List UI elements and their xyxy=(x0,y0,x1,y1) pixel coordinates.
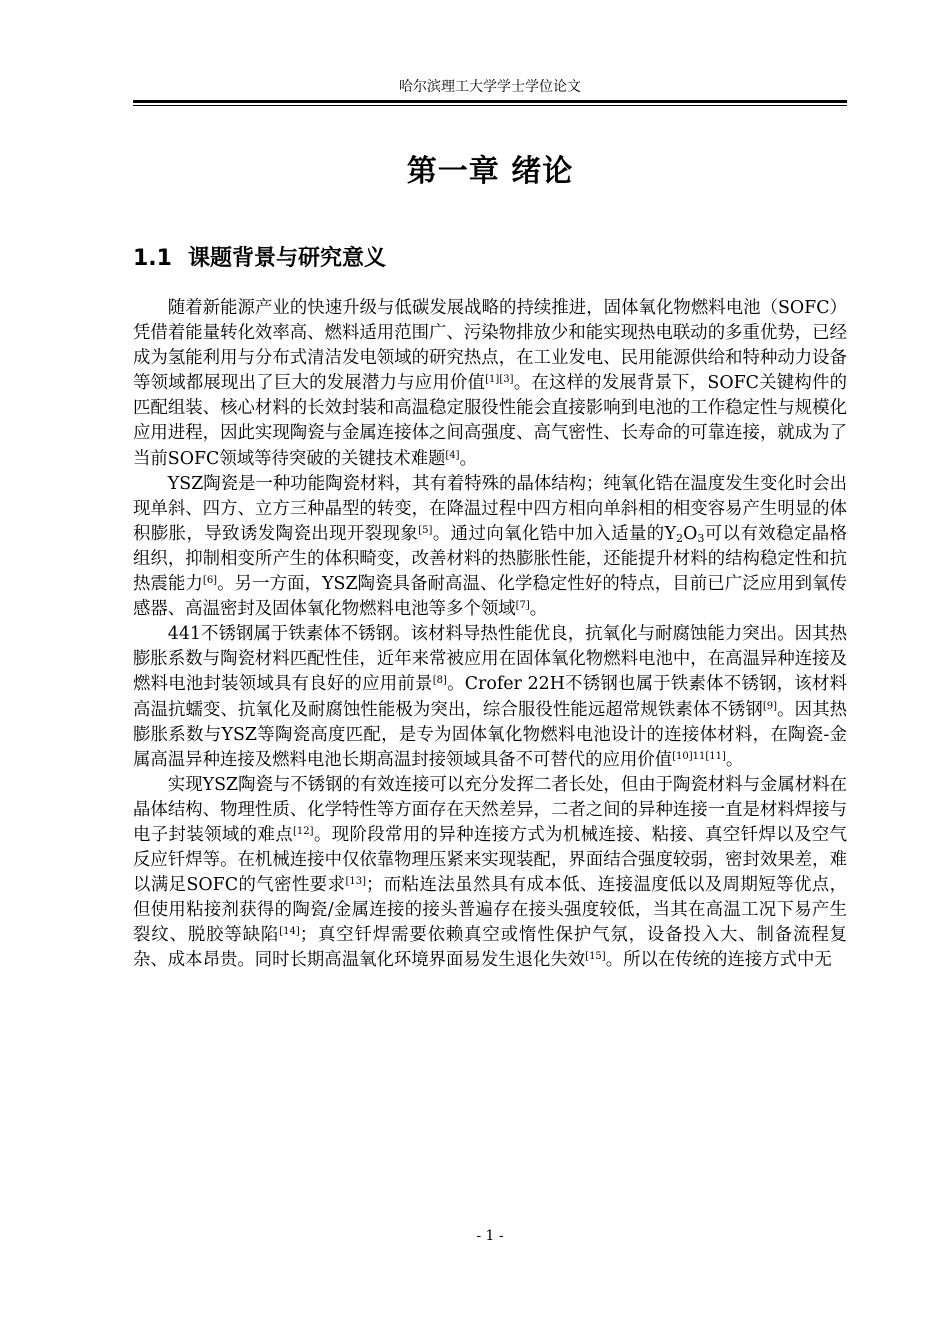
body-text xyxy=(133,296,847,974)
text-run: 441不锈钢属于铁素体不锈钢。该材料导热性能优良，抗氧化与耐腐蚀能力突出。因其热膨胀系数与陶瓷材料匹配性佳，近年来常被应用在固体氧化物燃料电池中，在高温异种连接及燃料电池封装领域具有良好的应用前景 xyxy=(133,624,847,695)
text-run: 。 xyxy=(725,749,744,770)
text-run: 。所以在传统的连接方式中无 xyxy=(605,950,832,971)
header-rule-thin xyxy=(133,105,847,106)
citation-ref: [13] xyxy=(345,876,366,888)
running-header: 哈尔滨理工大学学士学位论文 xyxy=(399,79,581,95)
citation-ref: [10]11[11] xyxy=(672,750,726,762)
citation-ref: [14] xyxy=(279,926,300,938)
citation-ref: [15] xyxy=(585,951,606,963)
citation-ref: [4] xyxy=(445,449,460,461)
header-rule-thick xyxy=(133,100,847,103)
section-title-text: 课题背景与研究意义 xyxy=(187,246,386,271)
text-run: 。另一方面，YSZ陶瓷具备耐高温、化学稳定性好的特点，目前已广泛应用到氧传感器、高温密封及固体氧化物燃料电池等多个领域 xyxy=(133,574,847,620)
paragraph xyxy=(133,296,847,472)
text-run: O xyxy=(683,523,698,544)
paragraph xyxy=(133,622,847,773)
section-heading xyxy=(133,242,847,276)
section-number: 1.1 xyxy=(133,246,172,271)
citation-ref: [9] xyxy=(762,700,777,712)
chapter-title: 第一章 绪论 xyxy=(406,154,574,189)
subscript: 3 xyxy=(697,531,705,545)
page-number: - 1 - xyxy=(476,1228,504,1244)
subscript: 2 xyxy=(676,531,684,545)
text-run: 。因其热膨胀系数与YSZ等陶瓷高度匹配，是专为固体氧化物燃料电池设计的连接体材料，在陶瓷-金属高温异种连接及燃料电池长期高温封接领域具备不可替代的应用价值 xyxy=(133,699,847,770)
citation-ref: [7] xyxy=(515,600,530,612)
text-run: YSZ陶瓷是一种功能陶瓷材料，其有着特殊的晶体结构；纯氧化锆在温度发生变化时会出现单斜、四方、立方三种晶型的转变，在降温过程中四方相向单斜相的相变容易产生明显的体积膨胀，导致诱发陶瓷出现开裂现象 xyxy=(133,473,847,544)
citation-ref: [5] xyxy=(418,524,433,536)
citation-ref: [1][3] xyxy=(485,374,514,386)
text-run: 实现YSZ陶瓷与不锈钢的有效连接可以充分发挥二者长处，但由于陶瓷材料与金属材料在晶体结构、物理性质、化学特性等方面存在天然差异，二者之间的异种连接一直是材料焊接与电子封装领域的难点 xyxy=(133,774,847,845)
citation-ref: [6] xyxy=(202,575,218,587)
citation-ref: [8] xyxy=(432,675,447,687)
paragraph xyxy=(133,472,847,623)
text-run: ；而粘连法虽然具有成本低、连接温度低以及周期短等优点，但使用粘接剂获得的陶瓷/金属连接的接头普遍存在接头强度较低，当其在高温工况下易产生裂纹、脱胶等缺陷 xyxy=(133,875,847,946)
text-run: 。Crofer 22H不锈钢也属于铁素体不锈钢，该材料高温抗蠕变、抗氧化及耐腐蚀性能极为突出，综合服役性能远超常规铁素体不锈钢 xyxy=(133,674,847,720)
text-run: 可以有效稳定晶格组织，抑制相变所产生的体积畸变，改善材料的热膨胀性能，还能提升材料的结构稳定性和抗热震能力 xyxy=(133,523,847,595)
paragraph xyxy=(133,773,847,974)
text-run: 。 xyxy=(459,448,477,469)
text-run: 。在这样的发展背景下，SOFC关键构件的匹配组装、核心材料的长效封装和高温稳定服役性能会直接影响到电池的工作稳定性与规模化应用进程，因此实现陶瓷与金属连接体之间高强度、高气密性、长寿命的可靠连接，就成为了当前SOFC领域等待突破的关键技术难题 xyxy=(133,373,847,469)
text-run: 随着新能源产业的快速升级与低碳发展战略的持续推进，固体氧化物燃料电池（SOFC）凭借着能量转化效率高、燃料适用范围广、污染物排放少和能实现热电联动的多重优势，已经成为氢能利用与分布式清洁发电领域的研究热点，在工业发电、民用能源供给和特种动力设备等领域都展现出了巨大的发展潜力与应用价值 xyxy=(133,298,847,394)
citation-ref: [12] xyxy=(293,825,314,837)
text-run: 。 xyxy=(529,599,548,620)
text-run: 。现阶段常用的异种连接方式为机械连接、粘接、真空钎焊以及空气反应钎焊等。在机械连接中仅依靠物理压紧来实现装配，界面结合强度较弱，密封效果差，难以满足SOFC的气密性要求 xyxy=(133,824,847,896)
text-run: 。通过向氧化锆中加入适量的Y xyxy=(432,523,677,544)
text-run: ；真空钎焊需要依赖真空或惰性保护气氛，设备投入大、制备流程复杂、成本昂贵。同时长期高温氧化环境界面易发生退化失效 xyxy=(133,925,847,971)
